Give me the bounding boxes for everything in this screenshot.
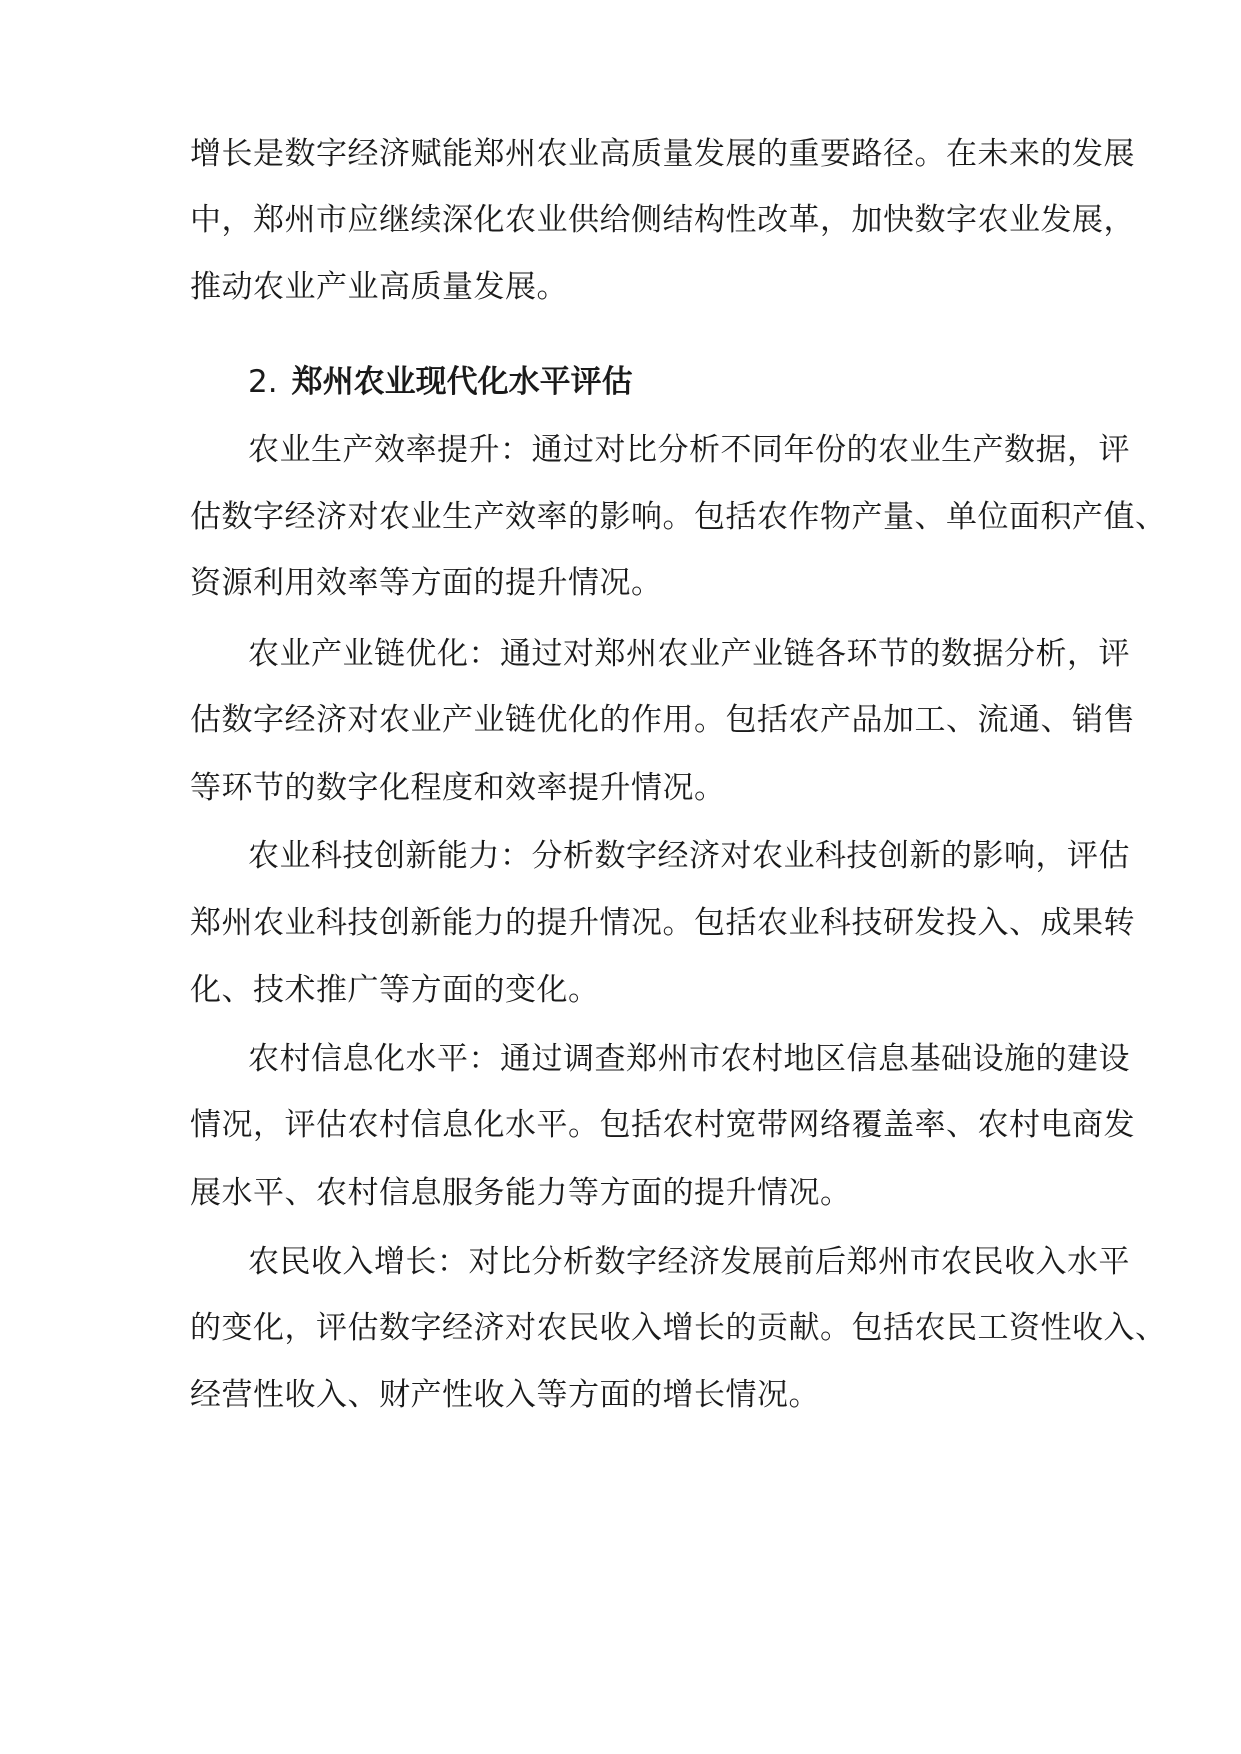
paragraph-2-line-1: 农业产业链优化：通过对郑州农业产业链各环节的数据分析，评	[248, 636, 1130, 672]
paragraph-5-line-3: 经营性收入、财产性收入等方面的增长情况。	[190, 1377, 820, 1413]
paragraph-3-line-3: 化、技术推广等方面的变化。	[190, 972, 600, 1008]
paragraph-1-line-2: 估数字经济对农业生产效率的影响。包括农作物产量、单位面积产值、	[190, 499, 1167, 535]
paragraph-4-line-1: 农村信息化水平：通过调查郑州市农村地区信息基础设施的建设	[248, 1041, 1130, 1077]
paragraph-5-line-1: 农民收入增长：对比分析数字经济发展前后郑州市农民收入水平	[248, 1244, 1130, 1280]
paragraph-2-line-2: 估数字经济对农业产业链优化的作用。包括农产品加工、流通、销售	[190, 702, 1135, 738]
paragraph-4-line-2: 情况，评估农村信息化水平。包括农村宽带网络覆盖率、农村电商发	[190, 1107, 1135, 1143]
intro-line-1: 增长是数字经济赋能郑州农业高质量发展的重要路径。在未来的发展	[190, 136, 1135, 172]
paragraph-1-line-3: 资源利用效率等方面的提升情况。	[190, 565, 663, 601]
intro-line-3: 推动农业产业高质量发展。	[190, 269, 568, 305]
paragraph-3-line-2: 郑州农业科技创新能力的提升情况。包括农业科技研发投入、成果转	[190, 905, 1135, 941]
paragraph-5-line-2: 的变化，评估数字经济对农民收入增长的贡献。包括农民工资性收入、	[190, 1310, 1167, 1346]
section-title: 郑州农业现代化水平评估	[291, 364, 633, 400]
paragraph-2-line-3: 等环节的数字化程度和效率提升情况。	[190, 770, 726, 806]
paragraph-1-line-1: 农业生产效率提升：通过对比分析不同年份的农业生产数据，评	[248, 432, 1130, 468]
section-number: 2.	[248, 364, 278, 400]
intro-line-2: 中，郑州市应继续深化农业供给侧结构性改革，加快数字农业发展，	[190, 202, 1135, 238]
section-heading	[248, 362, 1060, 402]
paragraph-4-line-3: 展水平、农村信息服务能力等方面的提升情况。	[190, 1175, 852, 1211]
paragraph-3-line-1: 农业科技创新能力：分析数字经济对农业科技创新的影响，评估	[248, 838, 1130, 874]
